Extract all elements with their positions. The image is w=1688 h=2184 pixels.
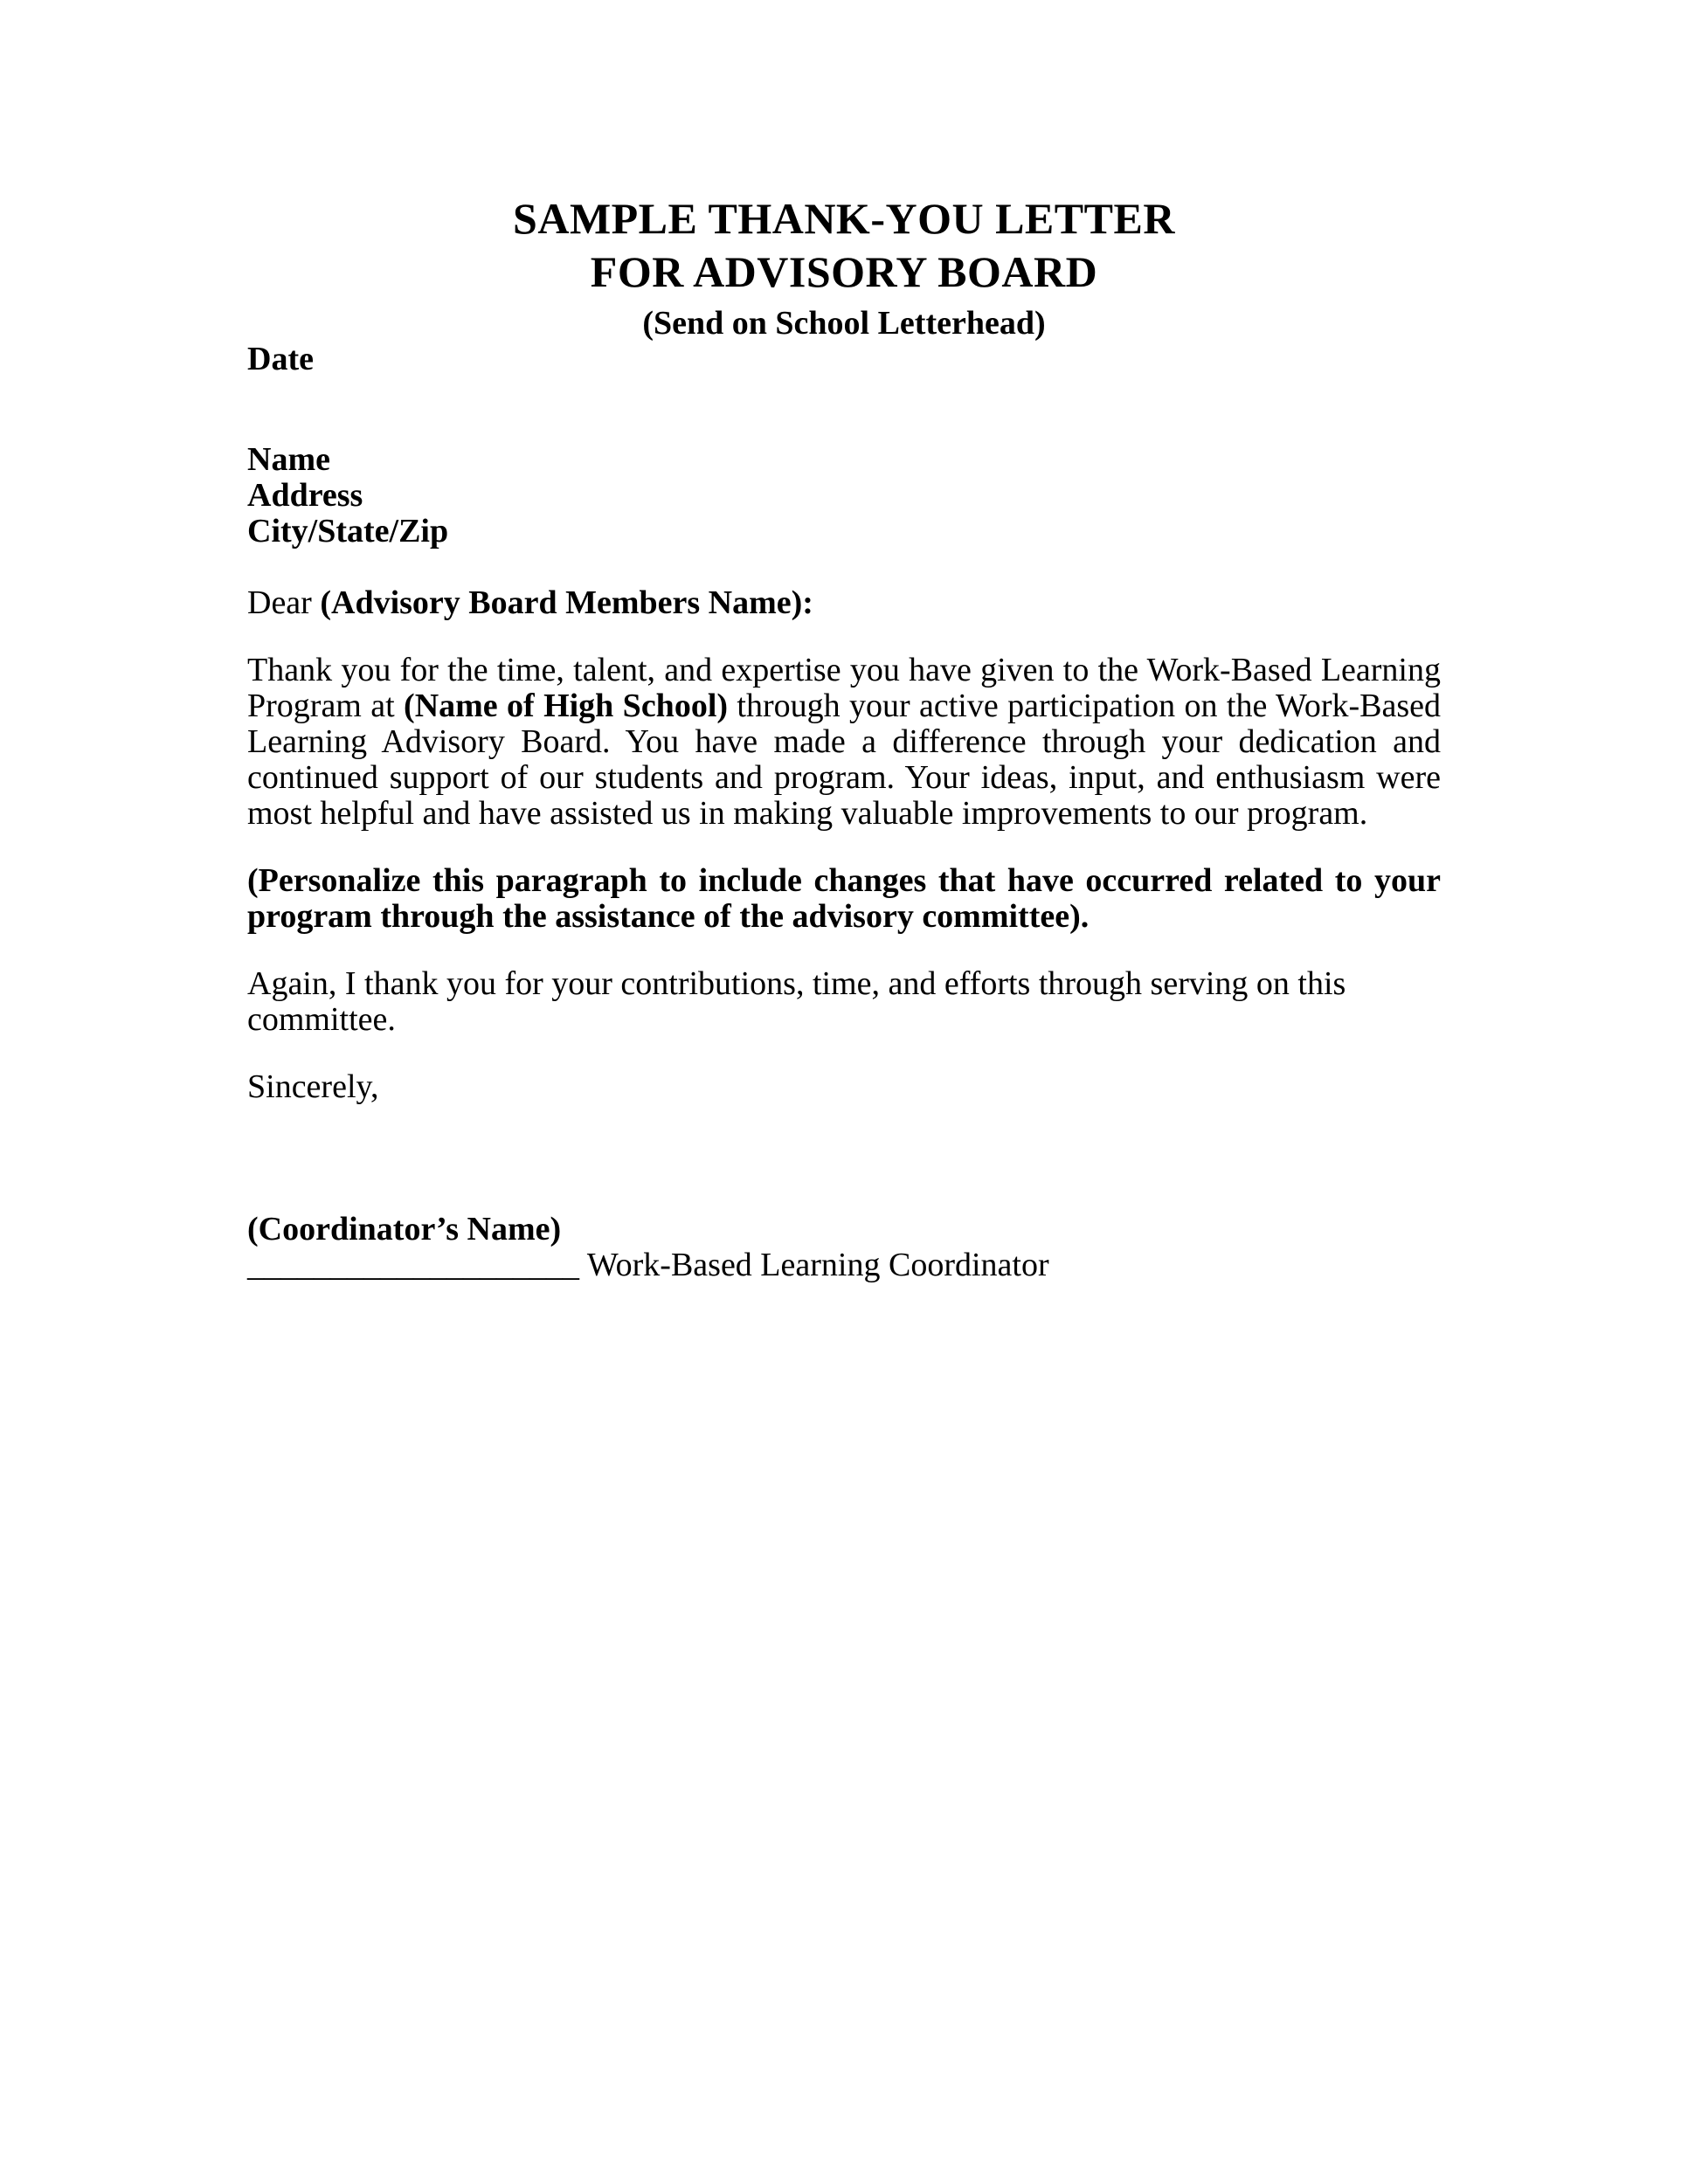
- date-placeholder: Date: [247, 341, 314, 377]
- signature-line: [247, 1248, 1441, 1283]
- salutation-prefix: Dear: [247, 584, 321, 621]
- recipient-name-placeholder: Name: [247, 441, 330, 478]
- salutation-line: [247, 585, 1441, 621]
- letter-subtitle: (Send on School Letterhead): [642, 305, 1046, 342]
- salutation-recipient-placeholder: (Advisory Board Members Name):: [320, 584, 813, 621]
- signoff-line: Sincerely,: [247, 1068, 379, 1105]
- letter-title: [247, 192, 1441, 299]
- paragraph1-text-after: through your active participation on the Work-Based Learning Advisory Board. You have made a difference through your dedication and continued support of our students and program. Your ideas, input, and enthusiasm were most helpful and have assisted us in making valuable improvements to our program.: [247, 688, 1441, 832]
- paragraph1-text-before: Thank you for the time, talent, and expertise you have given to the Work-Based Learning Program at: [247, 652, 1441, 724]
- letter-title-line1: SAMPLE THANK-YOU LETTER: [513, 194, 1175, 243]
- body-paragraph-3: Again, I thank you for your contributions, time, and efforts through serving on this committee.: [247, 965, 1346, 1038]
- recipient-city-state-zip-placeholder: City/State/Zip: [247, 513, 449, 549]
- letter-title-line2: FOR ADVISORY BOARD: [590, 247, 1098, 296]
- signature-role-title: Work-Based Learning Coordinator: [579, 1247, 1049, 1283]
- signature-blank-line: ____________________: [247, 1247, 579, 1283]
- body-paragraph-1: [247, 653, 1441, 832]
- recipient-address-placeholder: Address: [247, 477, 363, 514]
- recipient-block: [247, 442, 1441, 549]
- personalize-instruction-paragraph: (Personalize this paragraph to include changes that have occurred related to your program through the assistance of the advisory committee).: [247, 862, 1441, 935]
- paragraph1-school-placeholder: (Name of High School): [404, 688, 729, 724]
- coordinator-name-placeholder: (Coordinator’s Name): [247, 1211, 562, 1248]
